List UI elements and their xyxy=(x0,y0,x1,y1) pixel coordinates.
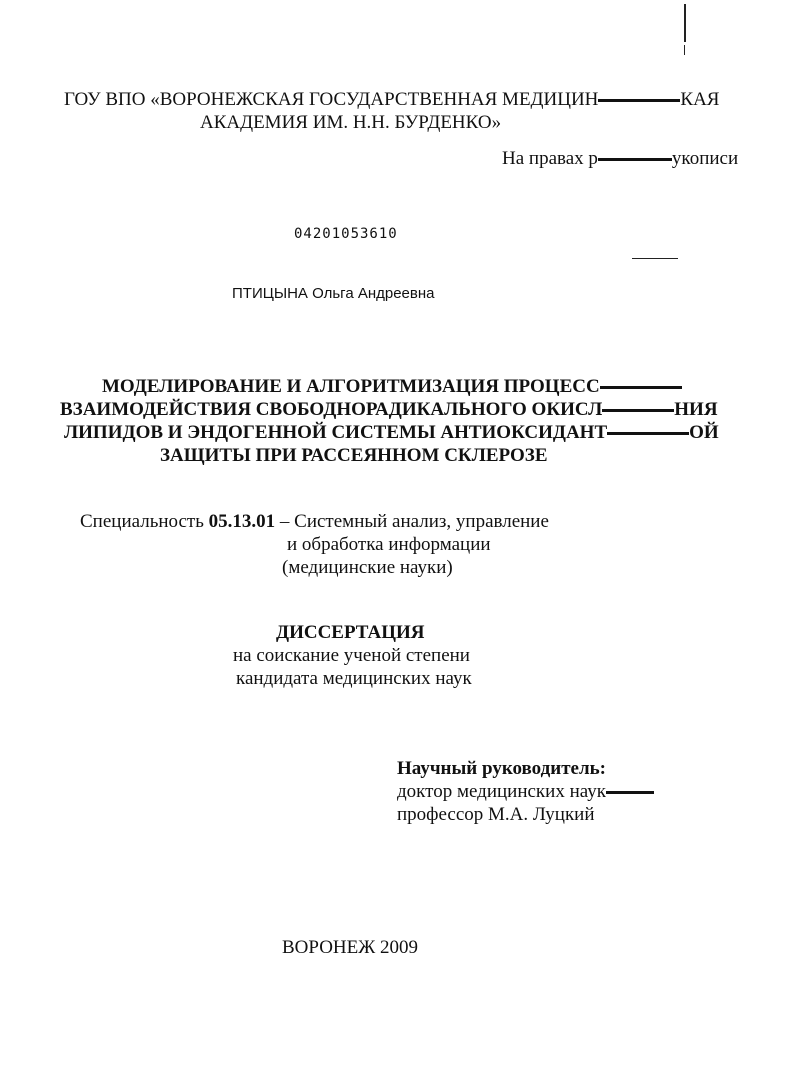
degree-line-2: кандидата медицинских наук xyxy=(236,668,472,689)
rights-suffix: укописи xyxy=(671,148,739,169)
degree-line-1: на соискание ученой степени xyxy=(233,645,470,666)
title-line-2-tail: НИЯ xyxy=(674,399,718,420)
specialty-description: – Системный анализ, управление xyxy=(275,511,549,532)
title-line-2-text: ВЗАИМОДЕЙСТВИЯ СВОБОДНОРАДИКАЛЬНОГО ОКИСЛ xyxy=(60,399,603,420)
scan-mark-vertical-2 xyxy=(684,45,685,55)
title-line-3-text: ЛИПИДОВ И ЭНДОГЕННОЙ СИСТЕМЫ АНТИОКСИДАНТ xyxy=(64,422,608,443)
institution-name-end: КАЯ xyxy=(680,89,720,110)
title-line-4: ЗАЩИТЫ ПРИ РАССЕЯННОМ СКЛЕРОЗЕ xyxy=(160,445,548,466)
institution-line-1 xyxy=(64,88,719,111)
scan-mark-vertical xyxy=(684,4,686,42)
redaction-mark xyxy=(602,409,674,412)
institution-line-2: АКАДЕМИЯ ИМ. Н.Н. БУРДЕНКО» xyxy=(200,112,502,133)
supervisor-name: профессор М.А. Луцкий xyxy=(397,804,595,825)
title-line-1-text: МОДЕЛИРОВАНИЕ И АЛГОРИТМИЗАЦИЯ ПРОЦЕСС xyxy=(102,376,600,397)
title-line-3 xyxy=(64,421,719,444)
manuscript-rights xyxy=(502,147,738,170)
specialty-line-2: и обработка информации xyxy=(287,534,491,555)
author-name: ПТИЦЫНА Ольга Андреевна xyxy=(232,285,435,302)
supervisor-degree-text: доктор медицинских наук xyxy=(397,781,606,802)
title-line-2 xyxy=(60,398,718,421)
rights-prefix: На правах р xyxy=(502,148,598,169)
specialty-code: 05.13.01 xyxy=(208,511,276,532)
institution-name-start: ГОУ ВПО «ВОРОНЕЖСКАЯ ГОСУДАРСТВЕННАЯ МЕДИЦИН xyxy=(64,89,599,110)
title-line-1 xyxy=(102,375,682,398)
scan-mark-dash xyxy=(632,258,678,259)
specialty-line-1 xyxy=(80,510,549,533)
specialty-line-3: (медицинские науки) xyxy=(282,557,453,578)
specialty-label: Специальность xyxy=(80,511,209,532)
redaction-mark xyxy=(607,432,689,435)
redaction-mark xyxy=(600,386,682,389)
redaction-mark xyxy=(598,99,680,102)
city-year: ВОРОНЕЖ 2009 xyxy=(282,937,419,958)
redaction-mark xyxy=(606,791,654,794)
supervisor-label: Научный руководитель: xyxy=(397,758,606,779)
dissertation-heading: ДИССЕРТАЦИЯ xyxy=(276,622,425,643)
title-line-3-tail: ОЙ xyxy=(689,422,719,443)
redaction-mark xyxy=(598,158,672,161)
catalog-number: 04201053610 xyxy=(294,226,398,242)
supervisor-degree xyxy=(397,780,654,803)
